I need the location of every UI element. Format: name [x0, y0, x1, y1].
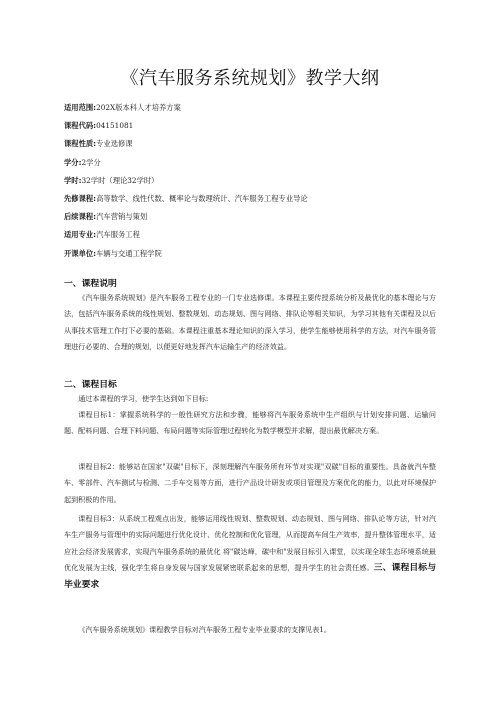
- meta-value: 汽车营销与策划: [96, 212, 148, 222]
- meta-value: 202X版本科人才培养方案: [96, 103, 181, 112]
- meta-hours: [64, 172, 444, 190]
- meta-label: 适用范围:: [64, 103, 97, 112]
- goal-1-paragraph: 课程目标1：掌握系统科学的一般性研究方法和步骤，能够将汽车服务系统中生产组织与计划安排问题、运输问题、配料问题、合理下料问题、布局问题等实际管理过程转化为数学模型并求解，提出最优解决方案。: [64, 410, 436, 436]
- meta-label: 学分:: [64, 157, 82, 167]
- meta-value: 车辆与交通工程学院: [96, 248, 162, 258]
- meta-value: 2学分: [81, 157, 101, 167]
- section-heading-requirements: 三、课程目标与毕业要求: [64, 563, 436, 590]
- meta-credits: [64, 154, 444, 172]
- meta-major: [64, 226, 444, 244]
- meta-code: [64, 117, 444, 135]
- goal-3-text: 课程目标3：从系统工程观点出发，能够运用线性规划、整数规划、动态规划、图与网络、排队论等方法，针对汽车生产服务与管理中的实际问题进行优化设计、优化控制和优化管理，从而提高车间生产效率，提升整体管理水平，适应社会经济发展需求，实现汽车服务系统的最优化 将"碳达峰，碳中和"发展目标引入课堂，以实现全球生态环境系统最优化发展为主线，强化学生将自身发展与国家发展紧密联系起来的思想，提升学生的社会责任感。: [64, 514, 436, 573]
- section-heading-description: 一、课程说明: [64, 279, 117, 289]
- meta-followup: [64, 208, 444, 226]
- meta-prerequisites: [64, 190, 444, 208]
- meta-value: 04151081: [96, 121, 134, 131]
- meta-label: 开课单位:: [64, 248, 97, 258]
- meta-label: 课程代码:: [64, 121, 97, 131]
- course-info: [64, 99, 444, 263]
- meta-unit: [64, 245, 444, 263]
- requirements-paragraph: 《汽车服务系统规划》课程教学目标对汽车服务工程专业毕业要求的支撑见表1。: [78, 625, 331, 634]
- meta-value: 汽车服务工程: [96, 230, 140, 240]
- meta-value: 专业选修课: [96, 139, 133, 149]
- meta-scope: [64, 99, 444, 117]
- meta-value: 高等数学、线性代数、概率论与数理统计、汽车服务工程专业导论: [96, 193, 308, 203]
- section-heading-goals: 二、课程目标: [64, 380, 117, 390]
- meta-label: 课程性质:: [64, 139, 97, 149]
- document-title: 《汽车服务系统规划》教学大纲: [120, 68, 380, 89]
- goal-3-paragraph: [64, 511, 436, 593]
- goals-intro: 通过本课程的学习，使学生达到如下目标:: [78, 394, 209, 403]
- meta-label: 学时:: [64, 175, 82, 185]
- meta-label: 后续课程:: [64, 212, 97, 222]
- meta-label: 先修课程:: [64, 193, 97, 203]
- goal-2-paragraph: 课程目标2：能够站在国家"双碳"目标下，深刻理解汽车服务所有环节对实现"双碳"目标的重要性。具备就汽车整车、零部件、汽车测试与检测、二手车交易等方面，进行产品设计研发或项目管理及方案优化的能力，以此对环境保护起到积极的作用。: [64, 462, 436, 504]
- meta-nature: [64, 135, 444, 153]
- meta-label: 适用专业:: [64, 230, 97, 240]
- section-description-paragraph: 《汽车服务系统规划》是汽车服务工程专业的一门专业选修课。本课程主要传授系统分析及最优化的基本理论与方法，包括汽车服务系统的线性规划、整数规划、动态规划、图与网络、排队论等相关知识，为学习其他有关课程及以后从事技术管理工作打下必要的基础。本课程注重基本理论知识的深入学习，使学生能够使用科学的方法，对汽车服务管理进行必要的、合理的规划，以便更好地发挥汽车运输生产的经济效益。: [64, 293, 436, 352]
- meta-value: 32学时（理论32学时）: [81, 175, 159, 185]
